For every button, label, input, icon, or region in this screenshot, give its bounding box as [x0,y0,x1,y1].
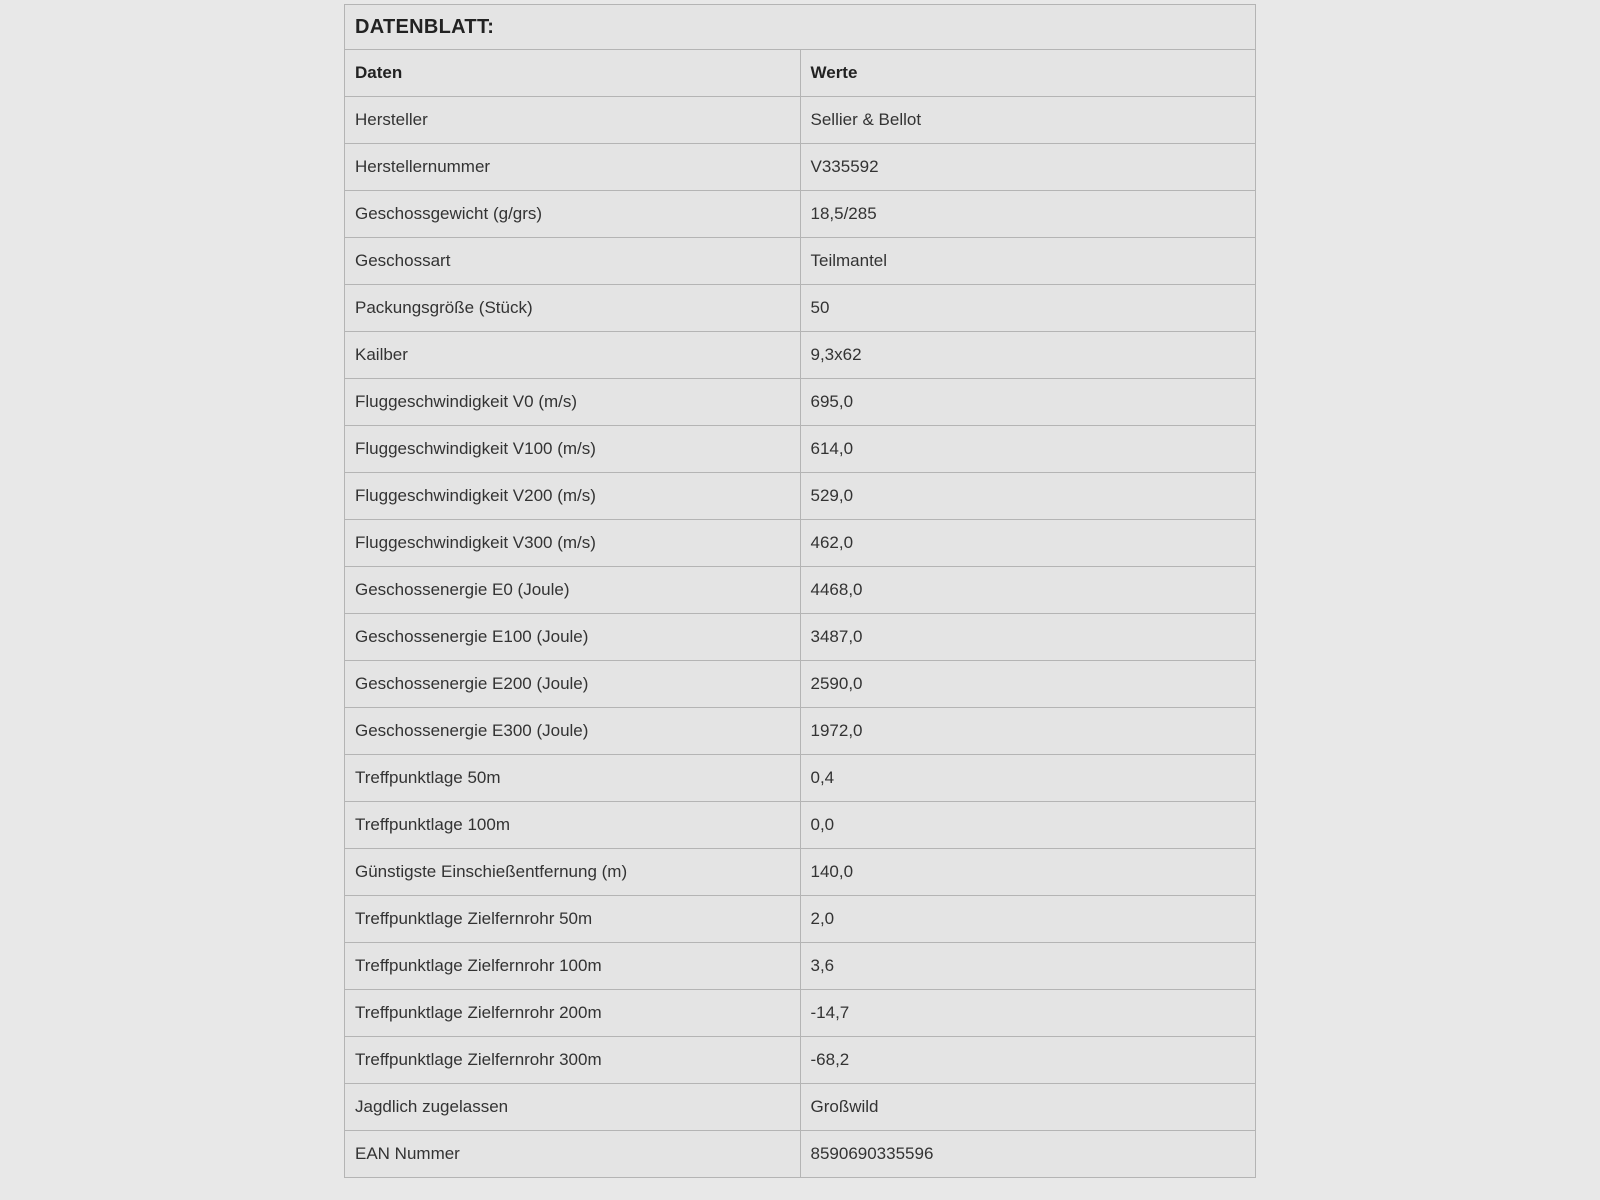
table-row [345,1131,1256,1178]
table-row [345,755,1256,802]
data-cell-value: 140,0 [800,849,1256,896]
table-row [345,708,1256,755]
data-cell-label: Fluggeschwindigkeit V200 (m/s) [345,473,801,520]
table-row [345,1084,1256,1131]
data-cell-value: 2,0 [800,896,1256,943]
datasheet-title: DATENBLATT: [345,5,1256,50]
data-cell-label: Geschossenergie E100 (Joule) [345,614,801,661]
data-cell-value: 3487,0 [800,614,1256,661]
data-cell-value: 4468,0 [800,567,1256,614]
data-cell-label: Herstellernummer [345,144,801,191]
data-cell-label: Fluggeschwindigkeit V300 (m/s) [345,520,801,567]
datasheet-title-row [345,5,1256,50]
data-cell-label: Treffpunktlage Zielfernrohr 200m [345,990,801,1037]
data-cell-value: 18,5/285 [800,191,1256,238]
column-header-daten: Daten [345,50,801,97]
data-cell-label: Geschossart [345,238,801,285]
data-cell-label: Treffpunktlage 100m [345,802,801,849]
data-cell-label: Geschossenergie E300 (Joule) [345,708,801,755]
data-cell-value: 9,3x62 [800,332,1256,379]
table-row [345,426,1256,473]
data-cell-value: 3,6 [800,943,1256,990]
data-cell-label: Packungsgröße (Stück) [345,285,801,332]
datasheet-table [344,4,1256,1178]
data-cell-label: Treffpunktlage Zielfernrohr 50m [345,896,801,943]
data-cell-value: 529,0 [800,473,1256,520]
data-cell-value: 50 [800,285,1256,332]
data-cell-label: Geschossenergie E200 (Joule) [345,661,801,708]
datasheet-container [344,4,1256,1178]
data-cell-value: Großwild [800,1084,1256,1131]
data-cell-label: Treffpunktlage Zielfernrohr 300m [345,1037,801,1084]
data-cell-value: Sellier & Bellot [800,97,1256,144]
table-row [345,567,1256,614]
data-cell-label: EAN Nummer [345,1131,801,1178]
table-row [345,802,1256,849]
data-cell-value: 8590690335596 [800,1131,1256,1178]
data-cell-value: 695,0 [800,379,1256,426]
table-row [345,896,1256,943]
table-row [345,1037,1256,1084]
data-cell-value: 0,4 [800,755,1256,802]
data-cell-value: -68,2 [800,1037,1256,1084]
data-cell-label: Fluggeschwindigkeit V0 (m/s) [345,379,801,426]
data-cell-label: Geschossenergie E0 (Joule) [345,567,801,614]
table-row [345,332,1256,379]
data-cell-label: Kailber [345,332,801,379]
table-row [345,473,1256,520]
table-row [345,144,1256,191]
data-cell-label: Geschossgewicht (g/grs) [345,191,801,238]
table-row [345,379,1256,426]
table-row [345,614,1256,661]
data-cell-value: 614,0 [800,426,1256,473]
data-cell-value: 1972,0 [800,708,1256,755]
data-cell-value: 462,0 [800,520,1256,567]
data-cell-label: Günstigste Einschießentfernung (m) [345,849,801,896]
data-cell-label: Jagdlich zugelassen [345,1084,801,1131]
table-row [345,849,1256,896]
data-cell-label: Treffpunktlage Zielfernrohr 100m [345,943,801,990]
table-row [345,191,1256,238]
table-row [345,990,1256,1037]
data-cell-label: Treffpunktlage 50m [345,755,801,802]
table-row [345,520,1256,567]
table-row [345,661,1256,708]
data-cell-value: 2590,0 [800,661,1256,708]
data-cell-value: 0,0 [800,802,1256,849]
table-row [345,238,1256,285]
data-cell-label: Hersteller [345,97,801,144]
table-body [345,97,1256,1178]
table-row [345,285,1256,332]
data-cell-value: -14,7 [800,990,1256,1037]
column-header-row [345,50,1256,97]
table-row [345,97,1256,144]
column-header-werte: Werte [800,50,1256,97]
data-cell-value: Teilmantel [800,238,1256,285]
data-cell-value: V335592 [800,144,1256,191]
table-row [345,943,1256,990]
data-cell-label: Fluggeschwindigkeit V100 (m/s) [345,426,801,473]
